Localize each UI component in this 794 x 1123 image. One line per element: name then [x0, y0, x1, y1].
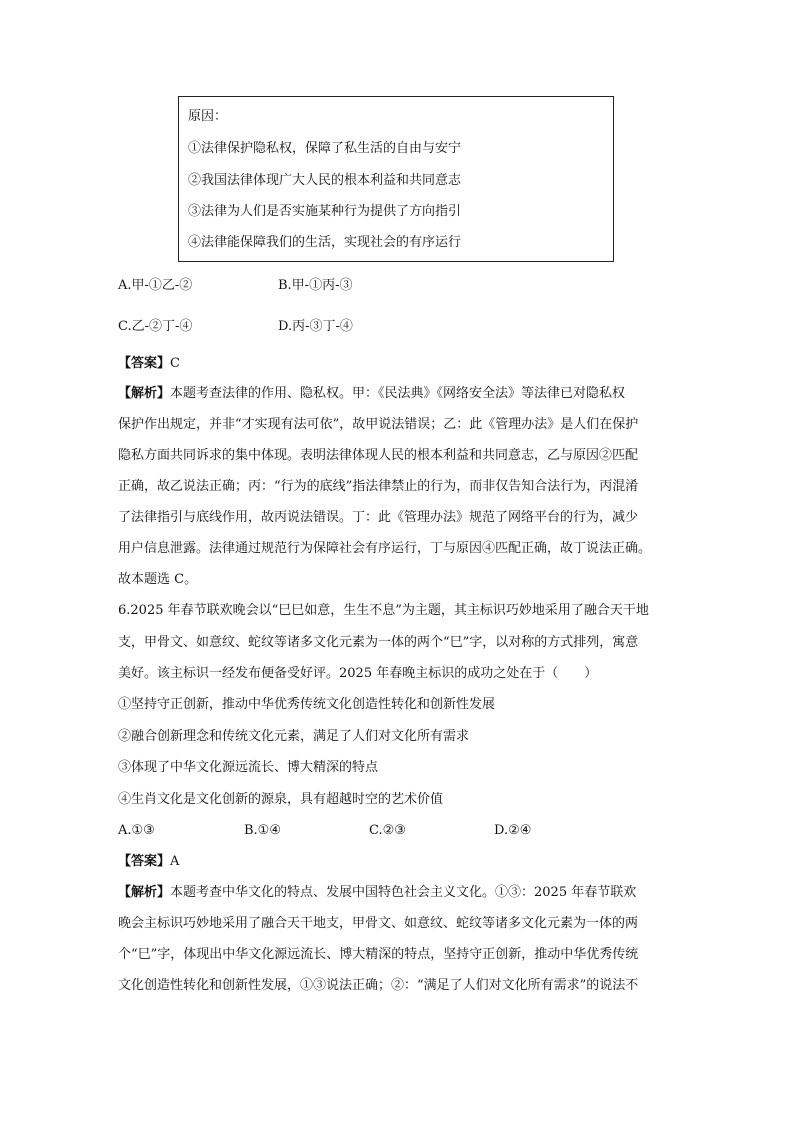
q5-option-c: C.乙-②丁-④ — [118, 319, 193, 334]
q5-analysis-line: 了法律指引与底线作用，故丙说法错误。丁：此《管理办法》规范了网络平台的行为，减少 — [118, 510, 639, 525]
analysis-text: 本题考查中华文化的特点、发展中国特色社会主义文化。①③：2025 年春节联欢 — [170, 885, 637, 900]
q5-analysis-line: 用户信息泄露。法律通过规范行为保障社会有序运行，丁与原因④匹配正确，故丁说法正确。 — [118, 541, 652, 556]
q6-option-a: A.①③ — [118, 823, 155, 838]
q6-analysis-line: 个“巳”字，体现出中华文化源远流长、博大精深的特点，坚持守正创新，推动中华优秀传统 — [118, 947, 639, 962]
answer-value: A — [170, 854, 180, 869]
reason-item: ③法律为人们是否实施某种行为提供了方向指引 — [188, 204, 462, 219]
analysis-label: 【解析】 — [118, 885, 171, 900]
q6-option-c: C.②③ — [369, 823, 406, 838]
answer-label: 【答案】 — [118, 854, 171, 869]
q5-analysis-line: 故本题选 C。 — [118, 572, 198, 587]
q6-option-d: D.②④ — [494, 823, 532, 838]
reasons-title: 原因： — [188, 109, 228, 124]
reason-item: ④法律能保障我们的生活，实现社会的有序运行 — [188, 235, 462, 250]
q5-analysis-line: 正确，故乙说法正确；丙：“行为的底线”指法律禁止的行为，而非仅告知合法行为，丙混淆 — [118, 479, 639, 494]
q5-analysis-line: 保护作出规定，并非“才实现有法可依”，故甲说法错误；乙：此《管理办法》是人们在保护 — [118, 417, 639, 432]
q5-analysis-line — [118, 385, 678, 403]
q6-stem-line: 美好。该主标识一经发布便备受好评。2025 年春晚主标识的成功之处在于（ ） — [118, 666, 598, 681]
analysis-label: 【解析】 — [118, 386, 171, 401]
reason-item: ①法律保护隐私权，保障了私生活的自由与安宁 — [188, 141, 462, 156]
answer-label: 【答案】 — [118, 356, 171, 371]
q5-option-d: D.丙-③丁-④ — [278, 319, 353, 334]
q6-stem-line: 6.2025 年春节联欢晚会以“巳巳如意，生生不息”为主题，其主标识巧妙地采用了融合天干地 — [118, 603, 649, 618]
reason-item: ②我国法律体现广大人民的根本利益和共同意志 — [188, 173, 462, 188]
q6-statement: ③体现了中华文化源远流长、博大精深的特点 — [118, 760, 379, 775]
q5-analysis-line: 隐私方面共同诉求的集中体现。表明法律体现人民的根本利益和共同意志，乙与原因②匹配 — [118, 448, 639, 463]
analysis-text: 本题考查法律的作用、隐私权。甲：《民法典》《网络安全法》等法律已对隐私权 — [170, 386, 626, 401]
q6-analysis-line: 文化创造性转化和创新性发展，①③说法正确；②：“满足了人们对文化所有需求”的说法不 — [118, 978, 639, 993]
answer-value: C — [170, 356, 180, 371]
q6-statement: ①坚持守正创新，推动中华优秀传统文化创造性转化和创新性发展 — [118, 697, 496, 712]
q6-stem-line: 支，甲骨文、如意纹、蛇纹等诸多文化元素为一体的两个“巳”字，以对称的方式排列，寓意 — [118, 635, 639, 650]
q6-answer — [118, 853, 179, 871]
q5-option-b: B.甲-①丙-③ — [278, 278, 353, 293]
q6-statement: ②融合创新理念和传统文化元素，满足了人们对文化所有需求 — [118, 729, 470, 744]
q5-answer — [118, 355, 180, 373]
q6-statement: ④生肖文化是文化创新的源泉，具有超越时空的艺术价值 — [118, 792, 444, 807]
q6-analysis-line: 晚会主标识巧妙地采用了融合天干地支，甲骨文、如意纹、蛇纹等诸多文化元素为一体的两 — [118, 916, 639, 931]
q6-option-b: B.①④ — [244, 823, 281, 838]
reasons-table — [178, 96, 614, 262]
q5-option-a: A.甲-①乙-② — [118, 278, 193, 293]
q6-analysis-line — [118, 884, 678, 902]
